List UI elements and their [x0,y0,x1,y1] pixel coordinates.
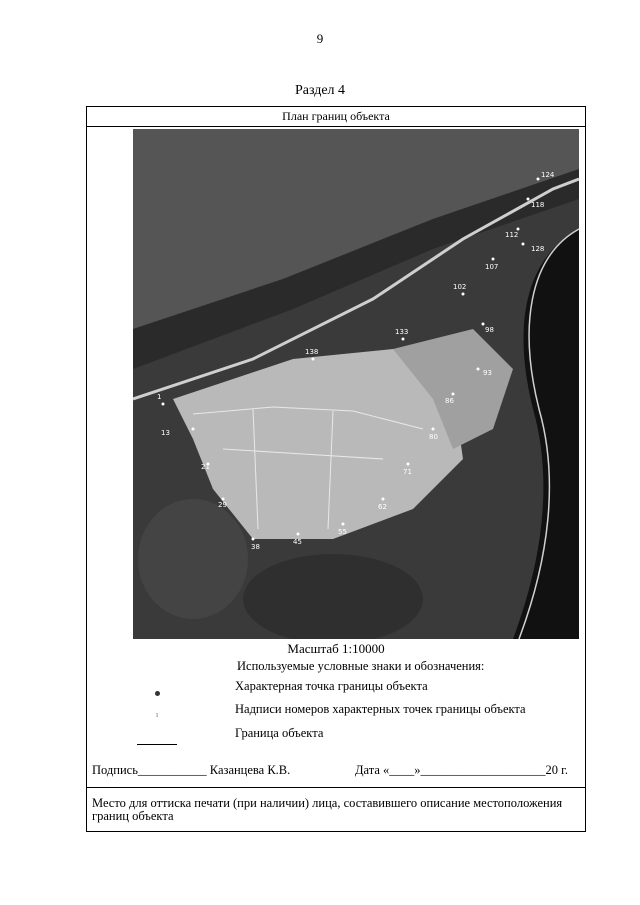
signer-name: Казанцева К.В. [209,763,291,777]
point-label: 128 [531,245,545,253]
satellite-map [133,129,579,639]
legend-text: Надписи номеров характерных точек границы объекта [235,702,526,716]
point-label: 93 [483,369,492,377]
point-label: 45 [293,538,302,546]
signature-blank: ___________ [137,763,207,777]
legend-text: Характерная точка границы объекта [235,679,428,693]
signature-line [92,763,290,778]
point-label: 38 [251,543,260,551]
divider [87,787,585,788]
point-label: 118 [531,201,545,209]
forest-west [138,499,248,619]
point-label: 107 [485,263,499,271]
point-label: 62 [378,503,387,511]
point-label: 86 [445,397,454,405]
frame-header: План границ объекта [87,107,585,127]
point-label: 124 [541,171,555,179]
stamp-note: Место для оттиска печати (при наличии) лица, составившего описание местоположения границ объекта [92,796,563,823]
page-number: 9 [316,31,324,46]
map-scale: Масштаб 1:10000 [287,641,385,656]
point-label: 102 [453,283,467,291]
point-label: 112 [505,231,519,239]
legend-text: Граница объекта [235,726,324,740]
boundary-plan-frame [86,106,586,832]
point-symbol-icon [127,683,187,701]
point-label: 13 [161,429,170,437]
point-label: 55 [338,528,347,536]
line-symbol-icon [127,732,187,750]
point-label: 138 [305,348,319,356]
point-label: 21 [201,463,210,471]
legend-title: Используемые условные знаки и обозначения: [237,659,485,673]
point-label: 71 [403,468,412,476]
point-label: 133 [395,328,409,336]
point-label: 80 [429,433,438,441]
signature-date: Дата «____»____________________20 г. [355,763,569,777]
label-symbol: 1 [155,713,159,719]
point-label: 98 [485,326,494,334]
section-title: Раздел 4 [294,83,346,98]
signature-label: Подпись [92,763,138,777]
point-label: 29 [218,501,227,509]
point-label: 1 [157,393,162,401]
